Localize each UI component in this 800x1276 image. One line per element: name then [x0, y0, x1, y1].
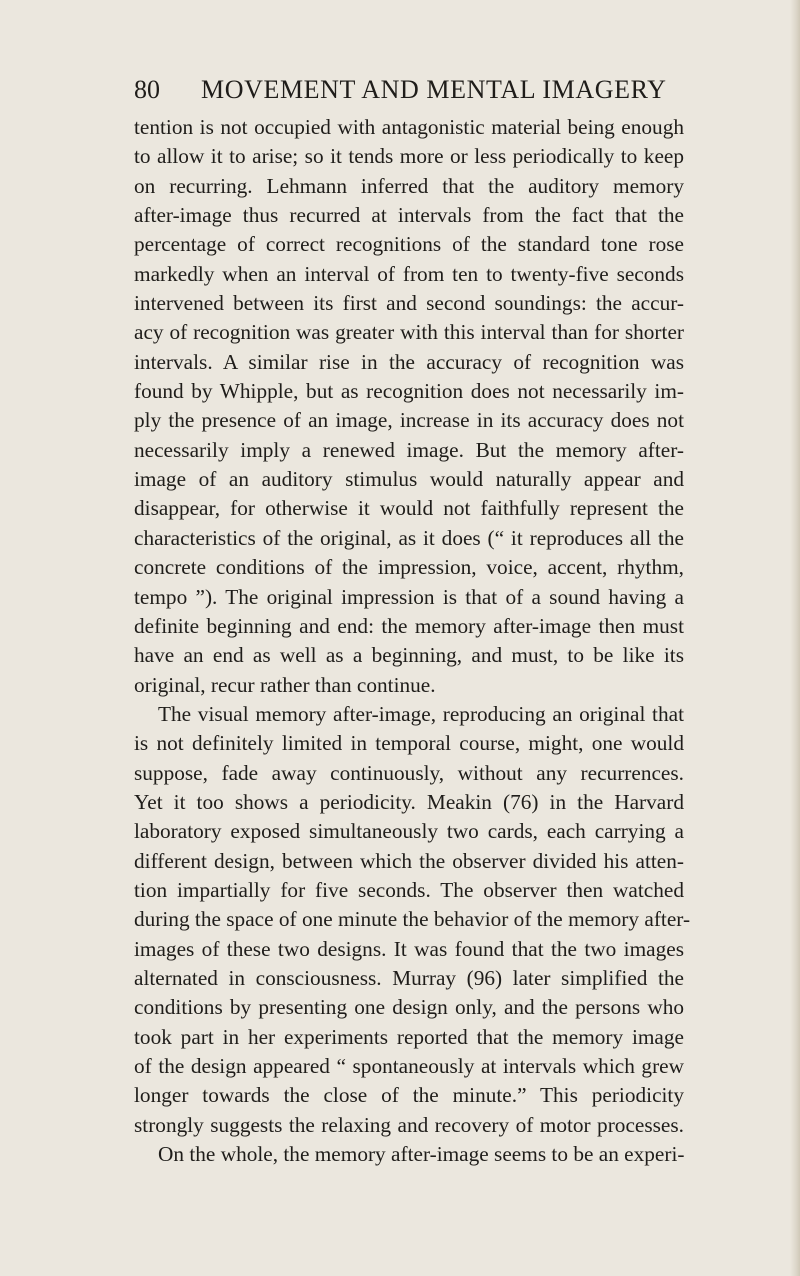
text-line: necessarily imply a renewed image. But the memory after-	[134, 437, 684, 462]
text-line-paragraph-end: original, recur rather than continue.	[134, 672, 436, 697]
text-line: on recurring. Lehmann inferred that the auditory memory	[134, 173, 684, 198]
text-line: Yet it too shows a periodicity. Meakin (76) in the Harvard	[134, 789, 684, 814]
page-edge-shadow	[790, 0, 800, 1276]
text-line-paragraph-start: On the whole, the memory after-image seems to be an experi-	[158, 1142, 685, 1167]
page-header	[134, 75, 667, 111]
text-line: disappear, for otherwise it would not faithfully represent the	[134, 496, 684, 521]
text-line: characteristics of the original, as it does (“ it reproduces all the	[134, 525, 684, 550]
text-line: alternated in consciousness. Murray (96) later simplified the	[134, 965, 684, 990]
text-line: concrete conditions of the impression, voice, accent, rhythm,	[134, 555, 684, 580]
text-line: is not definitely limited in temporal course, might, one would	[134, 731, 684, 756]
text-line: definite beginning and end: the memory after-image then must	[134, 613, 684, 638]
text-line: image of an auditory stimulus would naturally appear and	[134, 467, 684, 492]
text-line: intervened between its first and second soundings: the accur-	[134, 291, 684, 316]
text-line: during the space of one minute the behavior of the memory after-	[134, 907, 691, 932]
text-line: of the design appeared “ spontaneously at intervals which grew	[134, 1054, 684, 1078]
text-line: different design, between which the observer divided his atten-	[134, 848, 684, 873]
text-line: intervals. A similar rise in the accuracy of recognition was	[134, 349, 684, 374]
text-line: conditions by presenting one design only, and the persons who	[134, 995, 684, 1020]
text-line: ply the presence of an image, increase in its accuracy does not	[134, 408, 684, 433]
text-line-paragraph-start: The visual memory after-image, reproducing an original that	[158, 701, 684, 726]
text-line: took part in her experiments reported that the memory image	[134, 1024, 684, 1049]
text-line: longer towards the close of the minute.” This periodicity	[134, 1083, 684, 1108]
text-line: laboratory exposed simultaneously two cards, each carrying a	[134, 819, 684, 844]
text-line: strongly suggests the relaxing and recovery of motor processes.	[134, 1112, 684, 1137]
page-number: 80	[134, 75, 160, 104]
text-line: suppose, fade away continuously, without any recurrences.	[134, 760, 684, 785]
text-line: after-image thus recurred at intervals from the fact that the	[134, 203, 684, 228]
text-line: acy of recognition was greater with this interval than for shorter	[134, 320, 684, 345]
text-line: found by Whipple, but as recognition does not necessarily im-	[134, 379, 684, 404]
text-line: tion impartially for five seconds. The observer then watched	[134, 877, 684, 902]
text-line: to allow it to arise; so it tends more or less periodically to keep	[134, 144, 684, 169]
text-line: tempo ”). The original impression is that of a sound having a	[134, 584, 684, 609]
text-line: images of these two designs. It was found that the two images	[134, 936, 684, 961]
text-line: percentage of correct recognitions of the standard tone rose	[134, 232, 684, 257]
text-line: have an end as well as a beginning, and must, to be like its	[134, 643, 684, 668]
text-line: tention is not occupied with antagonistic material being enough	[134, 115, 684, 139]
text-line: markedly when an interval of from ten to twenty-five seconds	[134, 261, 684, 286]
running-head: MOVEMENT AND MENTAL IMAGERY	[201, 75, 667, 104]
body-text	[134, 113, 691, 1169]
